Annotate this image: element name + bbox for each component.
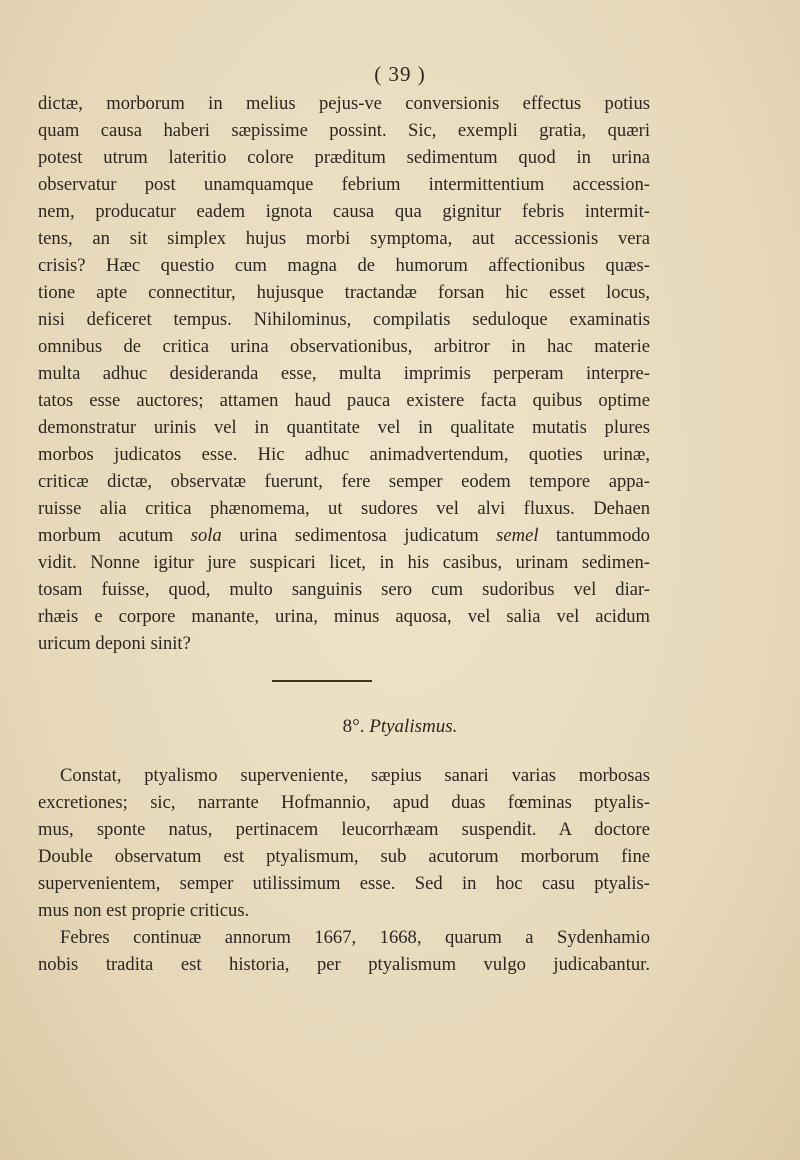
text-line: nobis tradita est historia, per ptyalismum vulgo judicabantur. bbox=[38, 954, 650, 975]
text-run: morbum acutum bbox=[38, 525, 191, 546]
text-line: mus non est proprie criticus. bbox=[38, 900, 250, 921]
text-run: urina sedimentosa judicatum bbox=[221, 525, 497, 546]
text-line: morbos judicatos esse. Hic adhuc animadvertendum, quoties urinæ, bbox=[38, 444, 650, 465]
italic-text: semel bbox=[496, 525, 539, 546]
page-number: ( 39 ) bbox=[374, 62, 426, 86]
text-line: nisi deficeret tempus. Nihilominus, compilatis seduloque examinatis bbox=[38, 309, 650, 330]
text-line: crisis? Hæc questio cum magna de humorum affectionibus quæs- bbox=[38, 255, 650, 276]
text-line: rhæis e corpore manante, urina, minus aquosa, vel salia vel acidum bbox=[38, 606, 650, 627]
text-line: tatos esse auctores; attamen haud pauca existere facta quibus optime bbox=[38, 390, 650, 411]
text-line: multa adhuc desideranda esse, multa imprimis perperam interpre- bbox=[38, 363, 650, 384]
text-line: uricum deponi sinit? bbox=[38, 633, 191, 654]
paragraph-febres bbox=[38, 924, 650, 978]
text-line: demonstratur urinis vel in quantitate vel in qualitate mutatis plures bbox=[38, 417, 650, 438]
section-heading bbox=[0, 716, 800, 738]
text-line: excretiones; sic, narrante Hofmannio, apud duas fœminas ptyalis- bbox=[38, 792, 650, 813]
text-line: mus, sponte natus, pertinacem leucorrhæam suspendit. A doctore bbox=[38, 819, 650, 840]
section-title: Ptyalismus. bbox=[369, 716, 458, 737]
text-line: tione apte connectitur, hujusque tractandæ forsan hic esset locus, bbox=[38, 282, 650, 303]
text-line: potest utrum lateritio colore præditum sedimentum quod in urina bbox=[38, 147, 650, 168]
text-line: tosam fuisse, quod, multo sanguinis sero cum sudoribus vel diar- bbox=[38, 579, 650, 600]
italic-text: sola bbox=[190, 525, 222, 546]
text-line: ruisse alia critica phænomema, ut sudores vel alvi fluxus. Dehaen bbox=[38, 498, 650, 519]
text-line: Constat, ptyalismo superveniente, sæpius sanari varias morbosas bbox=[60, 765, 650, 786]
text-line: dictæ, morborum in melius pejus-ve conversionis effectus potius bbox=[38, 93, 650, 114]
text-line: observatur post unamquamque febrium intermittentium accession- bbox=[38, 174, 650, 195]
text-line bbox=[38, 522, 650, 549]
text-line: tens, an sit simplex hujus morbi symptoma, aut accessionis vera bbox=[38, 228, 650, 249]
section-number: 8°. bbox=[342, 716, 370, 737]
text-line: criticæ dictæ, observatæ fuerunt, fere semper eodem tempore appa- bbox=[38, 471, 650, 492]
text-line: vidit. Nonne igitur jure suspicari licet, in his casibus, urinam sedimen- bbox=[38, 552, 650, 573]
text-run: tantummodo bbox=[538, 525, 650, 546]
paragraph-urina bbox=[38, 90, 650, 657]
text-line: nem, producatur eadem ignota causa qua gignitur febris intermit- bbox=[38, 201, 650, 222]
text-line: quam causa haberi sæpissime possint. Sic, exempli gratia, quæri bbox=[38, 120, 650, 141]
text-line: omnibus de critica urina observationibus, arbitror in hac materie bbox=[38, 336, 650, 357]
text-line: Double observatum est ptyalismum, sub acutorum morborum fine bbox=[38, 846, 650, 867]
text-line: Febres continuæ annorum 1667, 1668, quarum a Sydenhamio bbox=[60, 927, 650, 948]
text-line: supervenientem, semper utilissimum esse. Sed in hoc casu ptyalis- bbox=[38, 873, 650, 894]
section-divider bbox=[272, 680, 372, 682]
paragraph-ptyalismus bbox=[38, 762, 650, 924]
